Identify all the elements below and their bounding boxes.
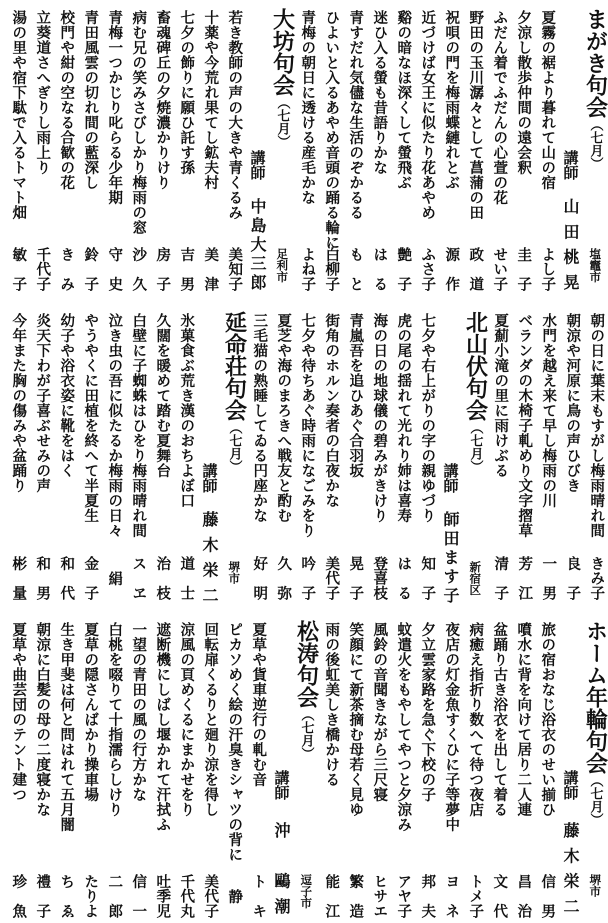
haiku-author: スヱ (130, 556, 147, 600)
haiku-entry (150, 303, 174, 609)
haiku-text: 病む兄の笑みさびしかり梅雨の窓 (130, 10, 147, 235)
haiku-text: 病癒え指折り数へて待つ夜店 (467, 622, 484, 817)
haiku-author: 晃子 (347, 556, 364, 600)
haiku-entry (78, 0, 102, 300)
haiku-entry (487, 0, 511, 300)
haiku-author: 道士 (178, 556, 195, 600)
haiku-text: 風鈴の音聞きながら三尺寝 (371, 622, 388, 802)
haiku-author: 美知子 (226, 247, 243, 291)
haiku-entry (367, 612, 391, 923)
lecturer-name: 中島大三郎 (248, 198, 267, 290)
haiku-text: 谿の暗なほ深くして螢飛ぶ (395, 10, 412, 190)
haiku-entry (247, 303, 271, 609)
haiku-entry (30, 0, 54, 300)
haiku-entry (198, 0, 222, 300)
haiku-entry (246, 612, 270, 923)
haiku-author: 美代子 (202, 874, 219, 918)
haiku-entry (319, 0, 343, 300)
haiku-text: 夏霧の裾より暮れて山の宿 (539, 10, 556, 190)
lecturer-line (559, 612, 581, 923)
haiku-entry (343, 303, 367, 609)
page-tier-bottom (0, 612, 608, 923)
haiku-text: 朝涼や河原に鳥の声ひびき (564, 313, 581, 493)
section-title (220, 303, 247, 609)
haiku-entry (439, 612, 463, 923)
haiku-author: 沙久 (130, 247, 147, 291)
haiku-author: 艶子 (395, 247, 412, 291)
haiku-author: 良子 (564, 556, 581, 600)
haiku-text: 夕立雲家路を急ぐ下校の子 (419, 622, 436, 802)
haiku-author: 好明 (251, 556, 268, 600)
haiku-entry (391, 0, 415, 300)
haiku-text: 街角のホルン奏者の白夜かな (323, 313, 340, 508)
haiku-author: 白柳子 (323, 247, 340, 291)
section-heading (223, 311, 245, 473)
haiku-text: 海の日の地球儀の碧みがきけり (371, 313, 388, 523)
haiku-text: 盆踊り古き浴衣を出して着る (491, 622, 508, 817)
section-heading (584, 8, 606, 170)
haiku-text: 一望の青田の風の行方かな (130, 622, 147, 802)
haiku-entry (584, 303, 608, 609)
haiku-author: 吐季児 (154, 874, 171, 918)
haiku-author: 和代 (58, 556, 75, 600)
lecturer-line (559, 0, 581, 300)
section-month: （七月） (467, 421, 483, 473)
haiku-entry (391, 612, 415, 923)
haiku-author: 絹 (106, 570, 123, 586)
haiku-text: やうやくに田植を終へて半夏生 (82, 313, 99, 523)
section-month: （七月） (274, 96, 290, 148)
section-title (581, 612, 608, 923)
haiku-text: 笑顔にて新茶摘む母若く見ゆ (347, 622, 364, 817)
haiku-entry (343, 0, 367, 300)
haiku-text: 幼子や浴衣姿に靴をはく (58, 313, 75, 478)
haiku-entry (78, 612, 102, 923)
haiku-author: 守史 (106, 247, 123, 291)
section-title (581, 0, 608, 300)
haiku-entry (535, 0, 559, 300)
haiku-author: よね子 (299, 247, 316, 291)
lecturer-line (198, 303, 220, 609)
haiku-entry (174, 612, 198, 923)
haiku-text: 水門を越え来て早し梅雨の川 (540, 313, 557, 508)
section-name: 松涛句会 (293, 620, 319, 708)
haiku-text: 若き教師の声の大きや青くるみ (226, 10, 243, 220)
haiku-author: 静 (226, 888, 243, 904)
haiku-text: 三毛猫の熟睡してゐる円座かな (251, 313, 268, 523)
haiku-entry (126, 0, 150, 300)
haiku-author: はる (395, 556, 412, 600)
haiku-entry (488, 303, 512, 609)
haiku-text: 雨の後虹美しき橋かける (323, 622, 340, 787)
lecturer-name: 藤木栄二 (561, 822, 580, 914)
haiku-author: 吉男 (178, 247, 195, 291)
haiku-entry (102, 0, 126, 300)
haiku-entry (319, 612, 343, 923)
haiku-text: 朝涼に白髪の母の二度寝かな (34, 622, 51, 817)
haiku-author: 登喜枝 (371, 556, 388, 600)
section-month: （七月） (298, 708, 314, 760)
haiku-text: 校門や紺の空なる合歓の花 (58, 10, 75, 190)
lecturer-name: 師田ます子 (441, 511, 460, 603)
haiku-entry (271, 303, 295, 609)
section-name: まがき句会 (582, 8, 608, 118)
haiku-text: 涼風の頁めくるにまかせをり (178, 622, 195, 817)
haiku-text: 祝唄の門を梅雨蝶縺れとぶ (443, 10, 460, 190)
haiku-entry (222, 0, 246, 300)
haiku-entry (78, 303, 102, 609)
haiku-entry (415, 303, 439, 609)
haiku-text: 青田風雲の切れ間の藍深し (82, 10, 99, 190)
haiku-author: 源作 (443, 247, 460, 291)
haiku-text: 炎天下わが子喜ぶせみの声 (34, 313, 51, 493)
haiku-author: 圭子 (515, 247, 532, 291)
haiku-text: 朝の日に葉末もすがし梅雨晴れ間 (588, 313, 605, 538)
haiku-text: 蚊遣火をもやしてやつと夕涼み (395, 622, 412, 832)
haiku-text: 迷ひ入る螢も昔語りかな (371, 10, 388, 175)
haiku-author: 金子 (82, 556, 99, 600)
haiku-entry (126, 303, 150, 609)
haiku-text: 白桃を啜りて十指濡らしけり (106, 622, 123, 817)
haiku-text: 湯の里や宿下駄で入るトマト畑 (10, 10, 27, 220)
haiku-text: 立葵道さへぎりし雨上り (34, 10, 51, 175)
haiku-entry (319, 303, 343, 609)
lecturer-city: 堺市 (588, 874, 603, 897)
haiku-entry (6, 0, 30, 300)
haiku-text: 生き甲斐は何と問はれて五月闇 (58, 622, 75, 832)
haiku-author: 政道 (467, 247, 484, 291)
haiku-text: 今年また胸の傷みや盆踊り (10, 313, 27, 493)
haiku-entry (439, 0, 463, 300)
section-title (268, 0, 295, 300)
haiku-author: もと (347, 247, 364, 291)
haiku-text: 七夕や右上がりの字の親ゆづり (419, 313, 436, 523)
lecturer-name: 沖 鷗潮 (272, 822, 291, 914)
haiku-entry (343, 612, 367, 923)
haiku-entry (102, 303, 126, 609)
haiku-text: 噴水に背を向けて居り二人連 (515, 622, 532, 817)
haiku-entry (54, 303, 78, 609)
haiku-author: 千代丸 (178, 874, 195, 918)
lecturer-line (270, 612, 292, 923)
haiku-entry (295, 303, 319, 609)
haiku-text: ベランダの木椅子軋めり文字摺草 (516, 313, 533, 538)
haiku-author: 芳江 (516, 556, 533, 600)
haiku-author: ヒサエ (371, 874, 388, 918)
haiku-author: 房子 (154, 247, 171, 291)
haiku-text: 野田の玉川潺々として菖蒲の田 (467, 10, 484, 220)
haiku-author: 繁造 (347, 874, 364, 918)
haiku-entry (535, 612, 559, 923)
haiku-author: トキ (250, 874, 267, 918)
lecturer-name: 藤木栄二 (200, 511, 219, 603)
haiku-author: 禮子 (34, 874, 51, 918)
lecturer-city: 逗子市 (299, 874, 314, 909)
lecturer-label: 講師 (561, 150, 580, 180)
haiku-text: ふだん着でふだんの心萱の花 (491, 10, 508, 205)
haiku-author: 二郎 (106, 874, 123, 918)
haiku-entry (102, 612, 126, 923)
haiku-entry (560, 303, 584, 609)
haiku-text: 青梅一つかじり叱らる少年期 (106, 10, 123, 205)
haiku-author: はる (371, 247, 388, 291)
haiku-author: 昌治 (515, 874, 532, 918)
haiku-entry (174, 0, 198, 300)
haiku-entry (415, 0, 439, 300)
haiku-author: きみ子 (588, 556, 605, 600)
section-heading (295, 620, 317, 760)
section-name: ホーム年輪句会 (582, 620, 608, 774)
lecturer-city: 足利市 (275, 248, 290, 283)
section-name: 大坊句会 (269, 8, 295, 96)
haiku-author: たりよ (82, 874, 99, 918)
haiku-text: 七夕や待ちあぐ時雨になごみをり (299, 313, 316, 538)
haiku-author: 千代子 (34, 247, 51, 291)
haiku-author: 清子 (492, 556, 509, 600)
lecturer-label: 講師 (272, 770, 291, 800)
haiku-text: 夏薊小滝の里に雨けぶる (492, 313, 509, 478)
haiku-author: 彬量 (10, 556, 27, 600)
haiku-author: 治枝 (154, 556, 171, 600)
haiku-text: 夏草や貨車逆行の軋む音 (250, 622, 267, 787)
haiku-entry (198, 612, 222, 923)
section-heading (271, 8, 293, 148)
lecturer-label: 講師 (200, 463, 219, 493)
haiku-author: きみ (58, 247, 75, 291)
haiku-text: 氷菓食ぶ荒き漢のおちよぼ口 (178, 313, 195, 508)
lecturer-label: 講師 (441, 463, 460, 493)
haiku-author: よし子 (539, 247, 556, 291)
haiku-text: 夏草の隠さんばかり操車場 (82, 622, 99, 802)
haiku-entry (463, 0, 487, 300)
lecturer-label: 講師 (248, 150, 267, 180)
section-title (461, 303, 488, 609)
haiku-text: 七夕の飾りに願ひ託す孫 (178, 10, 195, 175)
haiku-entry (367, 0, 391, 300)
haiku-text: 虎の尾の揺れて光れり姉は喜寿 (395, 313, 412, 523)
lecturer-city: 新宿区 (468, 561, 483, 596)
haiku-entry (536, 303, 560, 609)
haiku-entry (30, 612, 54, 923)
haiku-entry (174, 303, 198, 609)
haiku-author: 和男 (34, 556, 51, 600)
haiku-entry (126, 612, 150, 923)
section-month: （七月） (587, 774, 603, 826)
haiku-entry (391, 303, 415, 609)
haiku-entry (150, 612, 174, 923)
haiku-entry (512, 303, 536, 609)
haiku-author: 珍魚 (10, 874, 27, 918)
haiku-entry (54, 612, 78, 923)
haiku-author: 文代 (491, 874, 508, 918)
page-tier-top (0, 0, 608, 300)
haiku-author: ふさ子 (419, 247, 436, 291)
haiku-text: 回転扉くるりと廻り涼を得し (202, 622, 219, 817)
haiku-author: 美津 (202, 247, 219, 291)
haiku-text: 夜店の灯金魚すくひに子等夢中 (443, 622, 460, 832)
haiku-entry (222, 612, 246, 923)
haiku-author: 一男 (540, 556, 557, 600)
section-name: 延命荘句会 (221, 311, 247, 421)
haiku-text: 青すだれ気儘な生活のぞかるる (347, 10, 364, 220)
haiku-entry (295, 0, 319, 300)
haiku-author: ヨネ (443, 874, 460, 918)
section-month: （七月） (226, 421, 242, 473)
haiku-entry (463, 612, 487, 923)
haiku-text: 夏草や曲芸団のテント建つ (10, 622, 27, 802)
haiku-text: 白壁に子蜘蛛はひをり梅雨晴れ間 (130, 313, 147, 538)
haiku-text: 夏芝や海のまろきへ戦友と酌む (275, 313, 292, 523)
haiku-text: ひよいと入るあやめ音頭の踊る輪に (323, 10, 340, 250)
lecturer-city: 塩竈市 (588, 248, 603, 283)
haiku-entry (150, 0, 174, 300)
lecturer-name: 山田桃晃 (561, 198, 580, 290)
haiku-author: 敏子 (10, 247, 27, 291)
lecturer-city: 堺市 (227, 561, 242, 584)
haiku-text: 旅の宿おなじ浴衣のせい揃ひ (539, 622, 556, 817)
haiku-entry (367, 303, 391, 609)
lecturer-line (246, 0, 268, 300)
haiku-author: トメ子 (467, 874, 484, 918)
haiku-entry (511, 612, 535, 923)
haiku-entry (6, 303, 30, 609)
haiku-author: 吟子 (299, 556, 316, 600)
haiku-entry (415, 612, 439, 923)
section-heading (464, 311, 486, 473)
haiku-entry (511, 0, 535, 300)
haiku-author: 美代子 (323, 556, 340, 600)
haiku-text: 泣き虫の吾に似たるか梅雨の日々 (106, 313, 123, 538)
haiku-author: 能江 (323, 874, 340, 918)
haiku-text: 遮断機にしばし堰かれて汗拭ふ (154, 622, 171, 832)
haiku-author: 信一 (130, 874, 147, 918)
section-title (292, 612, 319, 923)
lecturer-label: 講師 (561, 770, 580, 800)
haiku-entry (54, 0, 78, 300)
haiku-text: 十薬や今荒れ果てし鉱夫村 (202, 10, 219, 190)
haiku-author: アヤ子 (395, 874, 412, 918)
haiku-author: 久弥 (275, 556, 292, 600)
section-month: （七月） (587, 118, 603, 170)
haiku-entry (6, 612, 30, 923)
haiku-text: ピカソめく絵の汗臭きシャツの背に (226, 622, 243, 862)
lecturer-line (439, 303, 461, 609)
haiku-text: 青嵐吾を追ひあぐ合羽坂 (347, 313, 364, 478)
haiku-entry (30, 303, 54, 609)
haiku-text: 久闊を暖めて踏む夏舞台 (154, 313, 171, 478)
haiku-text: 畜魂碑丘の夕焼濃かりけり (154, 10, 171, 190)
haiku-author: ちゑ (58, 874, 75, 918)
haiku-author: 信男 (539, 874, 556, 918)
section-name: 北山伏句会 (462, 311, 488, 421)
haiku-author: 知子 (419, 556, 436, 600)
haiku-text: 夕涼し散歩仲間の遠会釈 (515, 10, 532, 175)
haiku-entry (487, 612, 511, 923)
page-tier-middle (0, 303, 608, 609)
haiku-author: 邦夫 (419, 874, 436, 918)
haiku-text: 近づけば女王に似たり花あやめ (419, 10, 436, 220)
section-heading (584, 620, 606, 826)
haiku-text: 青梅の朝日に透ける産毛かな (299, 10, 316, 205)
haiku-author: せい子 (491, 247, 508, 291)
haiku-author: 鈴子 (82, 247, 99, 291)
